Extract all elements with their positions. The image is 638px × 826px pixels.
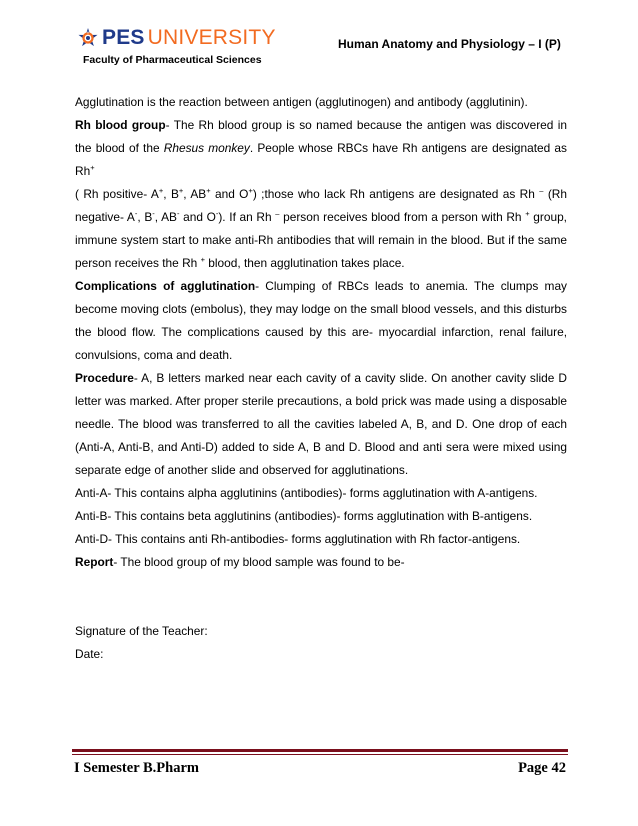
- sup-plus: +: [206, 186, 211, 196]
- signature-label: Signature of the Teacher:: [75, 624, 208, 638]
- sep-comma: , B: [163, 187, 179, 201]
- sup-plus: +: [158, 186, 164, 196]
- complications-text: - Clumping of RBCs leads to anemia. The clumps may become moving clots (embolus), they may lodge on the small blood vessels, and this disturbs the blood flow. The complications caused by this are- myocardial infarction, renal failure, convulsions, coma and death.: [75, 279, 568, 362]
- date-label: Date:: [75, 647, 104, 661]
- sup-neg: -: [134, 209, 138, 219]
- sep-and-o: and O: [179, 210, 216, 224]
- sup-plus: +: [200, 255, 205, 265]
- sup-plus: +: [178, 186, 184, 196]
- rh-negative-open: (Rh negative- A: [75, 187, 567, 224]
- sep-ab: , AB: [183, 187, 207, 201]
- rh-text-1: - The Rh blood group is so named because the antigen was discovered in the blood of the: [75, 118, 567, 155]
- sup-plus: +: [525, 209, 530, 219]
- pes-emblem-icon: [77, 27, 99, 49]
- sup-neg: -: [176, 209, 180, 219]
- university-logo: [77, 25, 276, 51]
- rh-text-4: group, immune system start to make anti-Rh antibodies that will remain in the blood. But if the same person receives the Rh: [75, 210, 567, 270]
- logo-wordmark-bold: PES: [102, 26, 145, 49]
- sup-minus: –: [539, 186, 544, 196]
- rh-heading: Rh blood group: [75, 118, 166, 132]
- sep-comma: , B: [137, 210, 153, 224]
- rh-text-5: blood, then agglutination takes place.: [204, 256, 405, 270]
- sep-ab: , AB: [154, 210, 177, 224]
- rh-text-3: person receives blood from a person with Rh: [279, 210, 526, 224]
- report-paragraph: [75, 551, 567, 574]
- sup-neg: -: [152, 209, 155, 219]
- anti-d-line: Anti-D- This contains anti Rh-antibodies- forms agglutination with Rh factor-antigens.: [75, 532, 521, 546]
- rh-negative-close: ). If an Rh: [218, 210, 276, 224]
- footer-rule-thin: [72, 754, 568, 755]
- procedure-heading: Procedure: [75, 371, 134, 385]
- sup-plus: +: [248, 186, 253, 196]
- complications-heading: Complications of agglutination: [75, 279, 256, 293]
- main-content: [75, 91, 567, 666]
- rh-text-2: . People whose RBCs have Rh antigens are designated as Rh: [75, 141, 567, 178]
- logo-wordmark-light: UNIVERSITY: [147, 26, 276, 49]
- spacer: [75, 574, 567, 620]
- rh-positive-close: ) ;those who lack Rh antigens are designated as Rh: [252, 187, 540, 201]
- procedure-text: - A, B letters marked near each cavity of a cavity slide. On another cavity slide D letter was marked. After proper sterile precautions, a bold prick was made using a disposable needle. The blood was transferred to all the cavities labeled A, B, and D. One drop of each (Anti-A, Anti-B, and Anti-D) added to side A, B and D. Blood and anti sera were mixed using separate edge of another slide and observed for agglutinations.: [75, 371, 567, 477]
- footer-rule-thick: [72, 749, 568, 752]
- rh-blood-group-paragraph: [75, 114, 567, 275]
- footer-semester: I Semester B.Pharm: [74, 760, 199, 776]
- rh-species: Rhesus monkey: [163, 141, 250, 155]
- anti-a-line: Anti-A- This contains alpha agglutinins (antibodies)- forms agglutination with A-antigens.: [75, 486, 538, 500]
- rh-positive-open: ( Rh positive- A: [75, 187, 159, 201]
- report-heading: Report: [75, 555, 114, 569]
- report-text: - The blood group of my blood sample was found to be-: [113, 555, 405, 569]
- faculty-name: Faculty of Pharmaceutical Sciences: [83, 54, 262, 66]
- sup-minus: –: [275, 209, 280, 219]
- anti-b-line: Anti-B- This contains beta agglutinins (antibodies)- forms agglutination with B-antigens.: [75, 509, 533, 523]
- procedure-paragraph: [75, 367, 567, 482]
- complications-paragraph: [75, 275, 567, 367]
- agglutination-definition: Agglutination is the reaction between antigen (agglutinogen) and antibody (agglutinin).: [75, 95, 528, 109]
- course-title: Human Anatomy and Physiology – I (P): [338, 37, 561, 51]
- sep-and-o: and O: [210, 187, 249, 201]
- sup-neg: -: [215, 209, 219, 219]
- sup-plus: +: [90, 163, 95, 173]
- footer-page-number: Page 42: [518, 760, 566, 776]
